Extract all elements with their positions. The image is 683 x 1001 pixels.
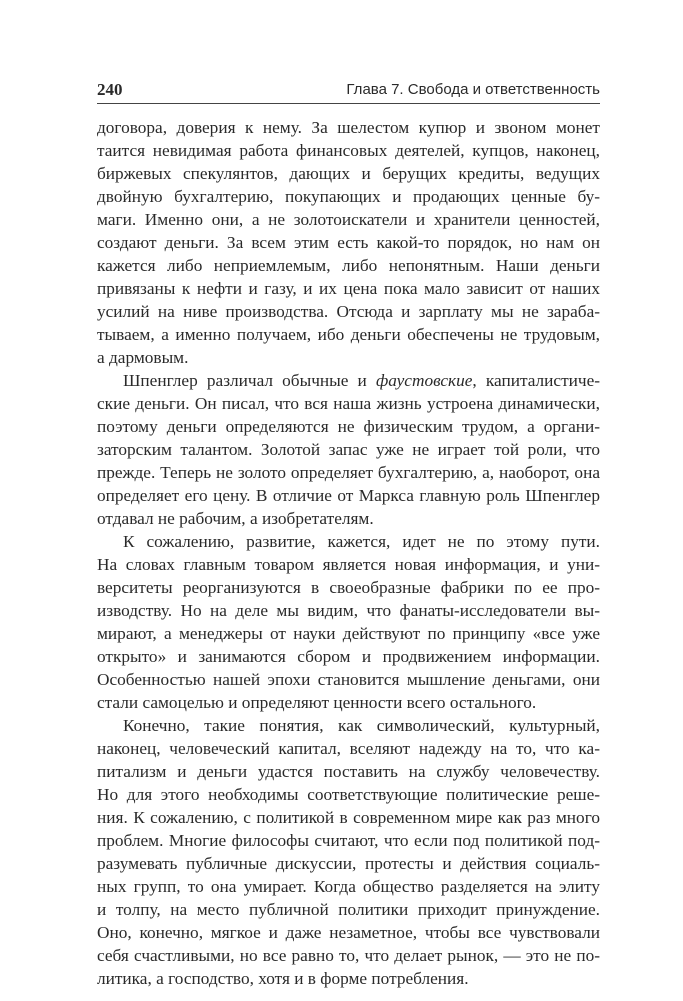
- page-number: 240: [97, 80, 123, 99]
- text-line: мирают, а менеджеры от науки действуют по принципу «все уже: [97, 624, 600, 643]
- text-line: ния. К сожалению, с политикой в современном мире как раз много: [97, 808, 600, 827]
- text-line: поэтому деньги определяются не физическим трудом, а органи-: [97, 417, 600, 436]
- text-line: стали самоцелью и определяют ценности всего остального.: [97, 693, 537, 712]
- text-line: Но для этого необходимы соответствующие политические реше-: [97, 785, 600, 804]
- paragraph-3: [97, 530, 600, 714]
- text-line: себя счастливыми, но все равно то, что делает рынок, — это не по-: [97, 946, 600, 965]
- text-line: открыто» и занимаются сбором и продвижением информации.: [97, 647, 600, 666]
- text-run: Шпенглер различал обычные и: [123, 371, 376, 390]
- text-line: изводству. Но на деле мы видим, что фанаты-исследователи вы-: [97, 601, 600, 620]
- text-line: ных групп, то она умирает. Когда общество разделяется на элиту: [97, 877, 600, 896]
- text-line: определяет его цену. В отличие от Маркса главную роль Шпенглер: [97, 486, 600, 505]
- text-line: маги. Именно они, а не золотоискатели и хранители ценностей,: [97, 210, 600, 229]
- text-line: договора, доверия к нему. За шелестом купюр и звоном монет: [97, 118, 600, 137]
- text-line: биржевых спекулянтов, дающих и берущих кредиты, ведущих: [97, 164, 600, 183]
- text-line: тываем, а именно получаем, ибо деньги обеспечены не трудовым,: [97, 325, 600, 344]
- text-line: Конечно, такие понятия, как символический, культурный,: [123, 716, 600, 735]
- text-line: и толпу, на место публичной политики приходит принуждение.: [97, 900, 600, 919]
- text-line: На словах главным товаром является новая информация, и уни-: [97, 555, 600, 574]
- running-header: [97, 80, 600, 104]
- paragraph-2: [97, 369, 600, 530]
- text-line: К сожалению, развитие, кажется, идет не по этому пути.: [123, 532, 600, 551]
- text-line: питализм и деньги удастся поставить на службу человечеству.: [97, 762, 600, 781]
- paragraph-4: [97, 714, 600, 990]
- chapter-title: Глава 7. Свобода и ответственность: [346, 81, 600, 98]
- text-line: проблем. Многие философы считают, что если под политикой под-: [97, 831, 600, 850]
- text-line: усилий на ниве производства. Отсюда и зарплату мы не зараба-: [97, 302, 600, 321]
- text-line: наконец, человеческий капитал, вселяют надежду на то, что ка-: [97, 739, 600, 758]
- text-line: литика, а господство, хотя и в форме потребления.: [97, 969, 469, 988]
- text-line: заторским талантом. Золотой запас уже не играет той роли, что: [97, 440, 600, 459]
- text-run: , капиталистиче-: [472, 371, 600, 390]
- text-line: Оно, конечно, мягкое и даже незаметное, чтобы все чувствовали: [97, 923, 600, 942]
- body-text: [97, 116, 600, 990]
- text-line: разумевать публичные дискуссии, протесты и действия социаль-: [97, 854, 600, 873]
- text-line: верситеты реорганизуются в своеобразные фабрики по ее про-: [97, 578, 600, 597]
- italic-term: фаустовские: [375, 371, 473, 390]
- paragraph-1: [97, 116, 600, 369]
- text-line: [97, 369, 600, 392]
- text-line: Особенностью нашей эпохи становится мышление деньгами, они: [97, 670, 600, 689]
- text-line: создают деньги. За всем этим есть какой-то порядок, но нам он: [97, 233, 600, 252]
- text-line: двойную бухгалтерию, покупающих и продающих ценные бу-: [97, 187, 600, 206]
- text-line: ские деньги. Он писал, что вся наша жизнь устроена динамически,: [97, 394, 600, 413]
- header-rule: [97, 103, 600, 104]
- text-line: а дармовым.: [97, 348, 189, 367]
- text-line: таится невидимая работа финансовых деятелей, купцов, наконец,: [97, 141, 600, 160]
- text-line: кажется либо неприемлемым, либо непонятным. Наши деньги: [97, 256, 600, 275]
- text-line: привязаны к нефти и газу, и их цена пока мало зависит от наших: [97, 279, 600, 298]
- text-line: прежде. Теперь не золото определяет бухгалтерию, а, наоборот, она: [97, 463, 600, 482]
- text-line: отдавал не рабочим, а изобретателям.: [97, 509, 374, 528]
